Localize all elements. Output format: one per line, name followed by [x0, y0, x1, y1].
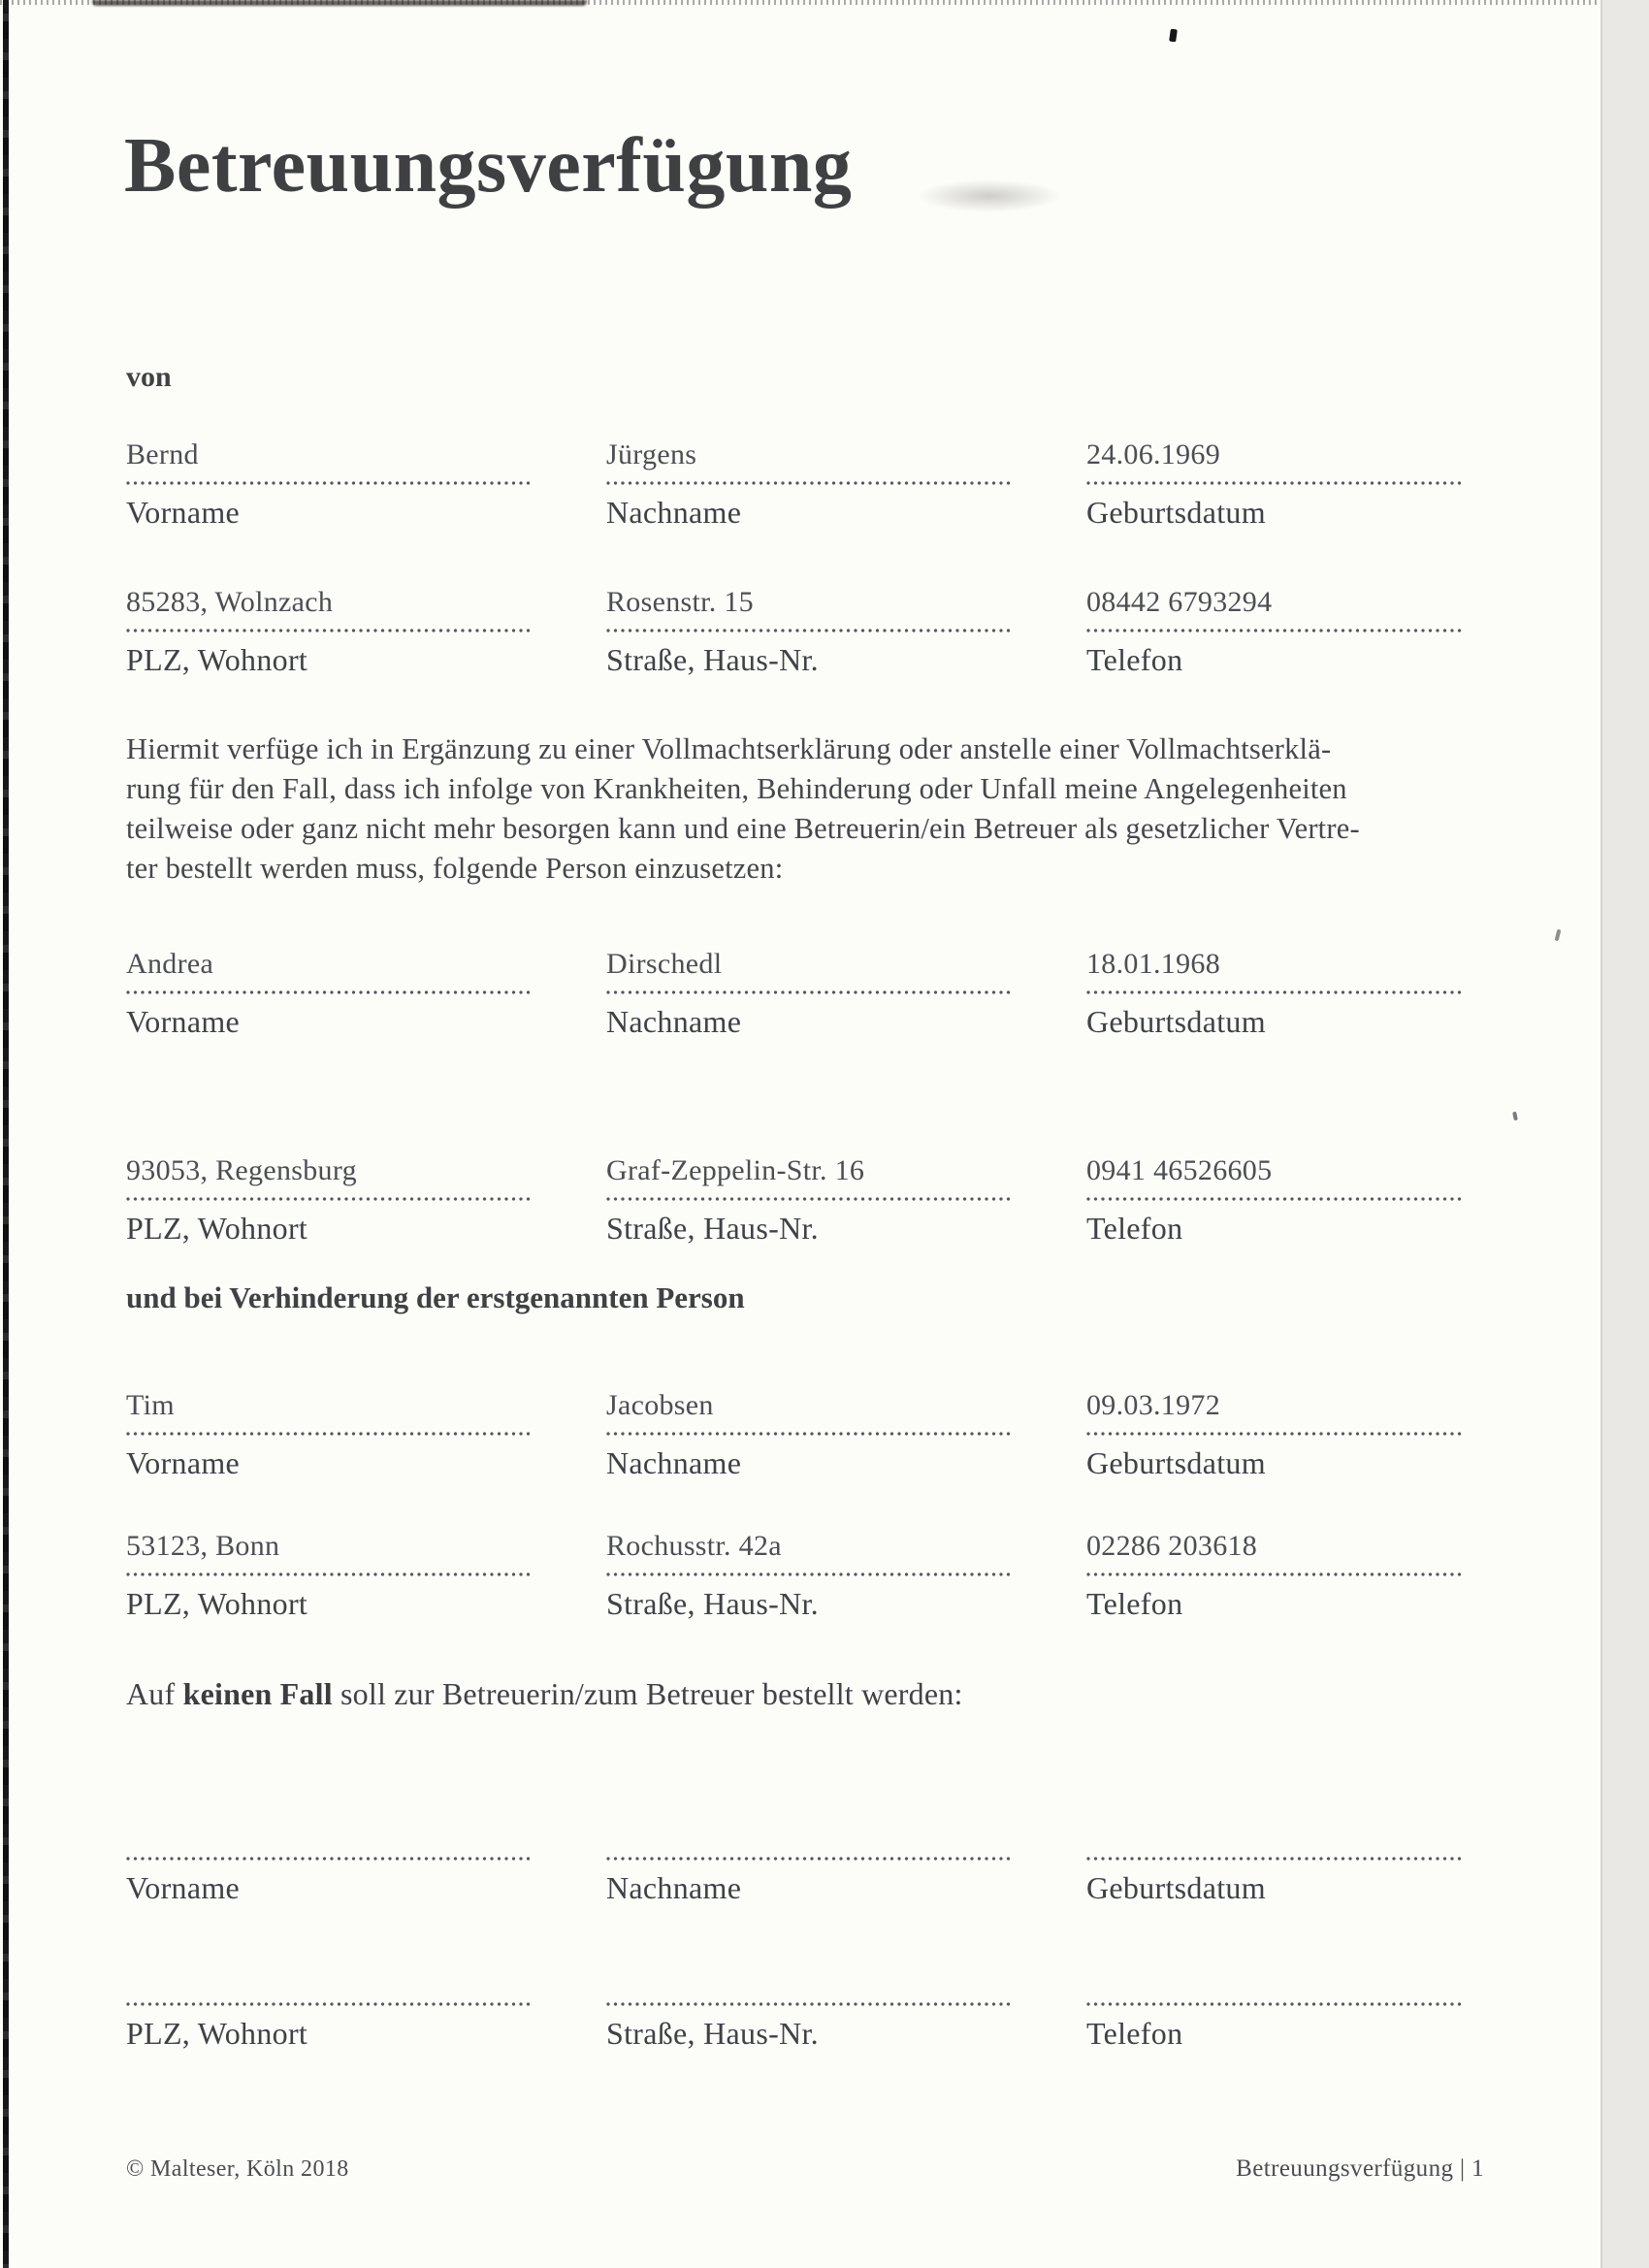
scan-left-edge-line [3, 0, 9, 2268]
field-value: 24.06.1969 [1086, 438, 1220, 470]
field-label: Geburtsdatum [1086, 495, 1266, 530]
exclusion-bold: keinen Fall [182, 1676, 333, 1711]
field-value: Rosenstr. 15 [606, 586, 754, 618]
field-value: 02286 203618 [1086, 1530, 1258, 1562]
field-value: 53123, Bonn [126, 1530, 280, 1562]
field-value: Andrea [126, 948, 214, 980]
field-ausgeschlossen-nachname [606, 1802, 1014, 1906]
field-ersatz-geburtsdatum [1086, 1377, 1465, 1481]
field-ausgeschlossen-vorname [126, 1802, 534, 1906]
field-value [126, 1948, 534, 2002]
page-footer [126, 2155, 1484, 2183]
scan-speck [1555, 929, 1562, 942]
field-label: Geburtsdatum [1086, 1004, 1266, 1039]
field-betreuer-telefon [1086, 1143, 1465, 1247]
field-declarant-geburtsdatum [1086, 427, 1465, 531]
field-label: Geburtsdatum [1086, 1445, 1266, 1480]
intro-line: teilweise oder ganz nicht mehr besorgen kann und eine Betreuerin/ein Betreuer als gesetzlicher Vertre- [126, 812, 1360, 845]
field-ausgeschlossen-plz-wohnort [126, 1948, 534, 2052]
field-value: 85283, Wolnzach [126, 586, 334, 618]
field-value: 09.03.1972 [1086, 1389, 1220, 1421]
ausgeschlossen-address-row [126, 1948, 1465, 2052]
field-ersatz-vorname [126, 1377, 534, 1481]
field-value: Dirschedl [606, 948, 723, 980]
scan-smudge [917, 179, 1062, 212]
field-ersatz-plz-wohnort [126, 1518, 534, 1622]
field-value: Bernd [126, 438, 199, 470]
field-label: Vorname [126, 1870, 241, 1905]
field-ersatz-nachname [606, 1377, 1014, 1481]
field-betreuer-vorname [126, 936, 534, 1040]
declarant-address-row [126, 574, 1465, 678]
field-label: PLZ, Wohnort [126, 1586, 308, 1621]
declarant-name-row [126, 427, 1465, 531]
field-ersatz-strasse [606, 1518, 1014, 1622]
field-label: Vorname [126, 1004, 241, 1039]
field-value: Jacobsen [606, 1389, 714, 1421]
exclusion-prefix: Auf [126, 1676, 183, 1711]
field-declarant-vorname [126, 427, 534, 531]
exclusion-suffix: soll zur Betreuerin/zum Betreuer bestellt werden: [332, 1676, 963, 1711]
field-label: Nachname [606, 1445, 742, 1480]
field-declarant-nachname [606, 427, 1014, 531]
field-value: Graf-Zeppelin-Str. 16 [606, 1154, 865, 1186]
field-ersatz-telefon [1086, 1518, 1465, 1622]
field-value: 93053, Regensburg [126, 1154, 357, 1186]
field-ausgeschlossen-telefon [1086, 1948, 1465, 2052]
ersatz-name-row [126, 1377, 1465, 1481]
field-label: Vorname [126, 495, 241, 530]
substitute-heading: und bei Verhinderung der erstgenannten Person [126, 1280, 745, 1314]
von-heading: von [126, 361, 172, 393]
field-value: 0941 46526605 [1086, 1154, 1273, 1186]
betreuer-name-row [126, 936, 1465, 1040]
field-label: Geburtsdatum [1086, 1870, 1266, 1905]
field-label: Telefon [1086, 1211, 1183, 1246]
field-label: Telefon [1086, 642, 1183, 677]
field-label: Vorname [126, 1445, 241, 1480]
field-declarant-plz-wohnort [126, 574, 534, 678]
field-value [1086, 1802, 1465, 1857]
ausgeschlossen-name-row [126, 1802, 1465, 1906]
field-label: Nachname [606, 495, 742, 530]
field-label: Telefon [1086, 1586, 1183, 1621]
field-betreuer-geburtsdatum [1086, 936, 1465, 1040]
field-label: PLZ, Wohnort [126, 642, 308, 677]
ersatz-address-row [126, 1518, 1465, 1622]
field-value: 08442 6793294 [1086, 586, 1273, 618]
intro-line: rung für den Fall, dass ich infolge von Krankheiten, Behinderung oder Unfall meine Angelegenheiten [126, 772, 1347, 805]
field-value [606, 1802, 1014, 1857]
field-declarant-strasse [606, 574, 1014, 678]
field-label: Straße, Haus-Nr. [606, 1211, 819, 1246]
scan-right-edge-strip [1600, 0, 1649, 2268]
scan-speck [1512, 1112, 1518, 1121]
scan-speck [1169, 29, 1178, 43]
field-betreuer-nachname [606, 936, 1014, 1040]
field-label: Nachname [606, 1870, 742, 1905]
intro-paragraph [126, 729, 1542, 889]
field-declarant-telefon [1086, 574, 1465, 678]
field-value [606, 1948, 1014, 2002]
field-betreuer-strasse [606, 1143, 1014, 1247]
field-ausgeschlossen-strasse [606, 1948, 1014, 2052]
scan-top-smudge [92, 0, 587, 6]
field-ausgeschlossen-geburtsdatum [1086, 1802, 1465, 1906]
field-label: Straße, Haus-Nr. [606, 2016, 819, 2051]
field-label: Straße, Haus-Nr. [606, 1586, 819, 1621]
field-label: PLZ, Wohnort [126, 2016, 308, 2051]
field-value [1086, 1948, 1465, 2002]
intro-line: Hiermit verfüge ich in Ergänzung zu einer Vollmachtserklärung oder anstelle einer Vollmachtserklä- [126, 732, 1332, 765]
field-label: Nachname [606, 1004, 742, 1039]
field-label: Telefon [1086, 2016, 1183, 2051]
field-value: Rochusstr. 42a [606, 1530, 782, 1562]
field-value: 18.01.1968 [1086, 948, 1220, 980]
field-value: Jürgens [606, 438, 697, 470]
field-label: PLZ, Wohnort [126, 1211, 308, 1246]
field-value [126, 1802, 534, 1857]
field-value: Tim [126, 1389, 175, 1421]
exclusion-sentence [126, 1676, 1542, 1712]
copyright-text: © Malteser, Köln 2018 [126, 2156, 349, 2182]
field-label: Straße, Haus-Nr. [606, 642, 819, 677]
page-title: Betreuungsverfügung [124, 123, 853, 209]
intro-line: ter bestellt werden muss, folgende Person einzusetzen: [126, 852, 784, 885]
page-number-label: Betreuungsverfügung | 1 [1236, 2155, 1484, 2182]
field-betreuer-plz-wohnort [126, 1143, 534, 1247]
betreuer-address-row [126, 1143, 1465, 1247]
